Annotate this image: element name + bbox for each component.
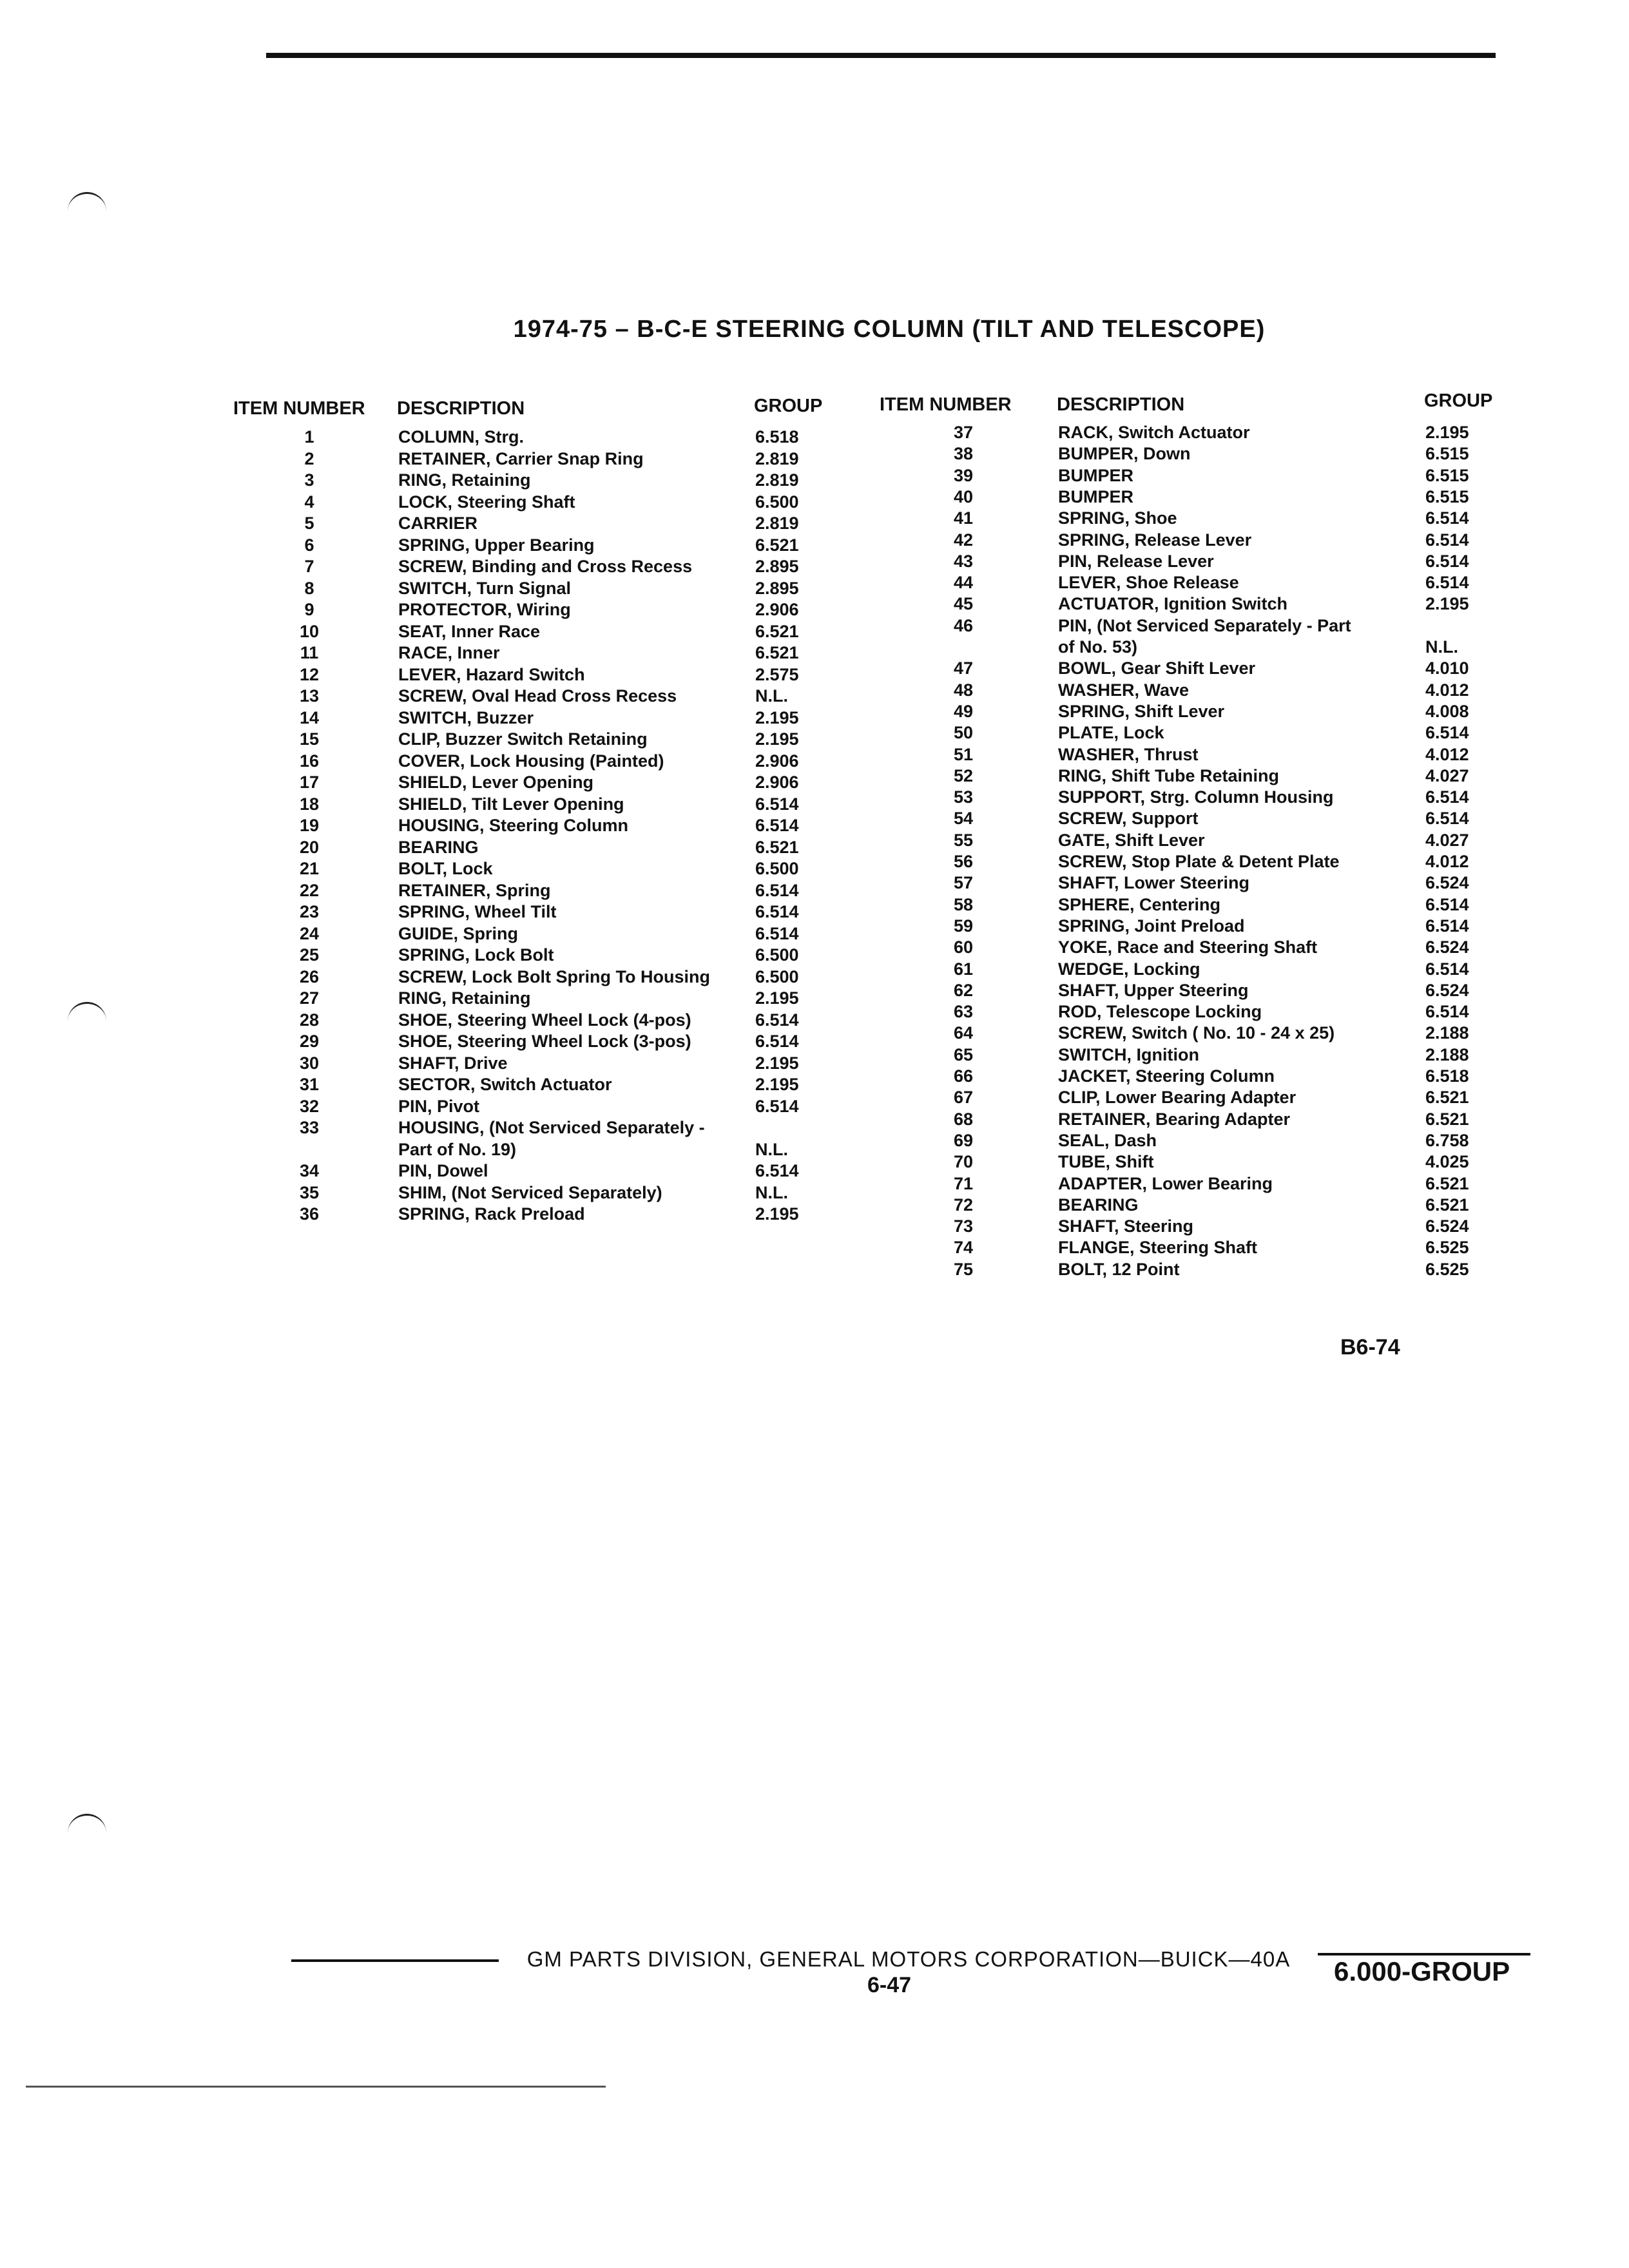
item-description: SECTOR, Switch Actuator <box>398 1075 612 1094</box>
item-group: 6.514 <box>755 902 799 921</box>
item-group: 6.514 <box>755 1161 799 1180</box>
item-group: 4.008 <box>1425 701 1469 721</box>
item-group: 2.895 <box>755 557 799 576</box>
item-group: 4.012 <box>1425 680 1469 700</box>
item-description: SPRING, Release Lever <box>1058 530 1252 550</box>
item-number: 62 <box>953 980 974 1000</box>
item-group: 2.195 <box>755 1204 799 1224</box>
item-group: 6.524 <box>1425 980 1469 1000</box>
item-number: 69 <box>953 1130 974 1150</box>
item-group: 6.515 <box>1425 465 1469 485</box>
item-group: 6.514 <box>755 1096 799 1116</box>
item-description: GATE, Shift Lever <box>1058 830 1205 850</box>
page-title: 1974-75 – B-C-E STEERING COLUMN (TILT AND TELESCOPE) <box>513 316 1266 343</box>
item-number: 66 <box>953 1066 974 1086</box>
page-number: 6-47 <box>867 1973 912 1997</box>
bottom-edge-rule <box>26 2086 606 2088</box>
item-description: Part of No. 19) <box>398 1139 517 1159</box>
item-group: 6.524 <box>1425 873 1469 893</box>
item-description: SWITCH, Buzzer <box>398 707 534 727</box>
item-group: 6.518 <box>1425 1066 1469 1086</box>
item-group: 2.895 <box>755 578 799 598</box>
item-description: WASHER, Wave <box>1058 680 1190 700</box>
item-description: CLIP, Lower Bearing Adapter <box>1058 1088 1296 1108</box>
header-description-left: DESCRIPTION <box>397 398 525 419</box>
item-description: SHAFT, Drive <box>398 1053 508 1073</box>
item-number: 49 <box>953 701 974 721</box>
item-description: SHAFT, Upper Steering <box>1058 980 1249 1000</box>
item-number: 36 <box>299 1204 320 1224</box>
item-number: 15 <box>299 729 320 749</box>
item-group: 6.525 <box>1425 1259 1469 1279</box>
item-number: 4 <box>304 492 314 512</box>
item-description: SHIELD, Lever Opening <box>398 773 594 792</box>
item-number: 1 <box>304 427 314 447</box>
item-description: SPRING, Lock Bolt <box>398 945 554 965</box>
item-description: RING, Retaining <box>398 470 531 490</box>
item-group: 6.500 <box>755 966 799 986</box>
item-group: 6.514 <box>755 880 799 900</box>
item-number: 73 <box>953 1216 974 1236</box>
item-description: PLATE, Lock <box>1058 723 1164 743</box>
item-description: SEAT, Inner Race <box>398 621 541 641</box>
item-group: 4.012 <box>1425 852 1469 871</box>
item-number: 70 <box>953 1152 974 1172</box>
item-description: SPRING, Joint Preload <box>1058 916 1245 936</box>
item-description: RACE, Inner <box>398 643 500 662</box>
item-description: of No. 53) <box>1058 637 1138 657</box>
item-description: CARRIER <box>398 514 478 533</box>
item-description: HOUSING, Steering Column <box>398 816 629 835</box>
item-description: ACTUATOR, Ignition Switch <box>1058 594 1287 614</box>
item-group: 6.521 <box>1425 1195 1469 1215</box>
item-number: 68 <box>953 1109 974 1129</box>
item-group: 2.195 <box>755 1075 799 1094</box>
item-group: 6.515 <box>1425 486 1469 506</box>
item-number: 26 <box>299 966 320 986</box>
item-group: 4.027 <box>1425 830 1469 850</box>
item-number: 17 <box>299 773 320 792</box>
item-number: 28 <box>299 1010 320 1030</box>
header-description-right: DESCRIPTION <box>1057 394 1185 415</box>
item-group: N.L. <box>1425 637 1458 657</box>
item-number: 10 <box>299 621 320 641</box>
item-group: 6.500 <box>755 945 799 965</box>
item-group: 2.906 <box>755 751 799 771</box>
item-group: 6.500 <box>755 492 799 512</box>
item-description: YOKE, Race and Steering Shaft <box>1058 937 1318 957</box>
item-number: 61 <box>953 959 974 979</box>
item-number: 39 <box>953 465 974 485</box>
item-group: 2.195 <box>1425 423 1469 442</box>
footer-rule-right <box>1318 1953 1530 1956</box>
item-number: 25 <box>299 945 320 965</box>
item-description: BUMPER <box>1058 486 1134 506</box>
header-group-right: GROUP <box>1424 390 1493 411</box>
item-description: BUMPER, Down <box>1058 444 1191 464</box>
item-number: 24 <box>299 923 320 943</box>
item-group: 2.195 <box>1425 594 1469 614</box>
item-number: 27 <box>299 988 320 1008</box>
item-description: BUMPER <box>1058 465 1134 485</box>
item-number: 56 <box>953 852 974 871</box>
item-number: 21 <box>299 859 320 878</box>
item-group: 6.514 <box>755 1010 799 1030</box>
item-group: 6.514 <box>755 794 799 814</box>
item-number: 6 <box>304 535 314 555</box>
item-group: 2.819 <box>755 470 799 490</box>
item-group: 6.515 <box>1425 444 1469 464</box>
item-number: 71 <box>953 1173 974 1193</box>
item-description: SHAFT, Lower Steering <box>1058 873 1250 893</box>
item-number: 74 <box>953 1238 974 1258</box>
item-description: SHAFT, Steering <box>1058 1216 1194 1236</box>
item-number: 75 <box>953 1259 974 1279</box>
item-description: BEARING <box>398 837 479 857</box>
item-description: SHOE, Steering Wheel Lock (4-pos) <box>398 1010 691 1030</box>
item-description: LOCK, Steering Shaft <box>398 492 575 512</box>
item-group: 2.906 <box>755 600 799 619</box>
item-description: BEARING <box>1058 1195 1139 1215</box>
item-group: 6.514 <box>755 923 799 943</box>
item-description: PIN, (Not Serviced Separately - Part <box>1058 615 1351 635</box>
item-group: 6.514 <box>1425 787 1469 807</box>
item-description: COVER, Lock Housing (Painted) <box>398 751 664 771</box>
footer-rule-left <box>291 1959 499 1962</box>
item-number: 47 <box>953 658 974 678</box>
item-description: BOLT, Lock <box>398 859 493 878</box>
item-number: 35 <box>299 1182 320 1202</box>
item-description: ADAPTER, Lower Bearing <box>1058 1173 1273 1193</box>
item-description: RING, Retaining <box>398 988 531 1008</box>
item-description: TUBE, Shift <box>1058 1152 1154 1172</box>
item-group: 6.514 <box>1425 508 1469 528</box>
item-number: 7 <box>304 557 314 576</box>
item-number: 8 <box>304 578 314 598</box>
item-number: 18 <box>299 794 320 814</box>
item-number: 31 <box>299 1075 320 1094</box>
item-group: 4.025 <box>1425 1152 1469 1172</box>
item-description: SCREW, Oval Head Cross Recess <box>398 686 677 706</box>
item-number: 16 <box>299 751 320 771</box>
item-description: SPRING, Shoe <box>1058 508 1177 528</box>
item-description: LEVER, Hazard Switch <box>398 664 585 684</box>
item-number: 54 <box>953 809 974 829</box>
item-number: 19 <box>299 816 320 835</box>
item-number: 57 <box>953 873 974 893</box>
item-group: 6.521 <box>1425 1088 1469 1108</box>
item-number: 72 <box>953 1195 974 1215</box>
item-number: 55 <box>953 830 974 850</box>
item-description: COLUMN, Strg. <box>398 427 524 447</box>
item-number: 42 <box>953 530 974 550</box>
item-description: SPRING, Rack Preload <box>398 1204 585 1224</box>
item-number: 2 <box>304 448 314 468</box>
item-number: 58 <box>953 894 974 914</box>
footer-publisher: GM PARTS DIVISION, GENERAL MOTORS CORPORATION—BUICK—40A <box>526 1947 1291 1971</box>
item-number: 38 <box>953 444 974 464</box>
header-item-number-left: ITEM NUMBER <box>233 398 365 419</box>
item-group: 6.521 <box>755 621 799 641</box>
item-number: 65 <box>953 1044 974 1064</box>
item-description: SPHERE, Centering <box>1058 894 1221 914</box>
item-group: 6.514 <box>1425 551 1469 571</box>
item-group: N.L. <box>755 1182 788 1202</box>
item-group: 6.525 <box>1425 1238 1469 1258</box>
item-description: SHOE, Steering Wheel Lock (3-pos) <box>398 1032 691 1051</box>
item-description: SEAL, Dash <box>1058 1130 1157 1150</box>
item-number: 11 <box>300 643 319 662</box>
item-number: 46 <box>953 615 974 635</box>
item-description: SWITCH, Turn Signal <box>398 578 571 598</box>
item-description: BOLT, 12 Point <box>1058 1259 1180 1279</box>
item-number: 60 <box>953 937 974 957</box>
item-group: N.L. <box>755 686 788 706</box>
item-description: HOUSING, (Not Serviced Separately - <box>398 1118 705 1137</box>
item-group: 4.012 <box>1425 744 1469 764</box>
item-number: 43 <box>953 551 974 571</box>
item-group: 6.514 <box>1425 573 1469 593</box>
item-group: 6.514 <box>1425 959 1469 979</box>
item-number: 50 <box>953 723 974 743</box>
item-description: SPRING, Upper Bearing <box>398 535 595 555</box>
item-group: 6.514 <box>755 1032 799 1051</box>
item-number: 45 <box>953 594 974 614</box>
item-description: LEVER, Shoe Release <box>1058 573 1239 593</box>
item-description: PROTECTOR, Wiring <box>398 600 571 619</box>
item-number: 63 <box>953 1002 974 1022</box>
item-group: 6.518 <box>755 427 799 447</box>
item-number: 48 <box>953 680 974 700</box>
binder-mark <box>68 192 106 213</box>
item-group: 6.514 <box>1425 1002 1469 1022</box>
item-group: 6.514 <box>1425 723 1469 743</box>
item-group: 4.010 <box>1425 658 1469 678</box>
top-rule <box>266 53 1496 58</box>
item-group: 6.514 <box>1425 530 1469 550</box>
item-number: 53 <box>953 787 974 807</box>
item-description: PIN, Release Lever <box>1058 551 1214 571</box>
item-description: SCREW, Binding and Cross Recess <box>398 557 693 576</box>
item-group: 6.514 <box>1425 894 1469 914</box>
item-group: 2.195 <box>755 1053 799 1073</box>
binder-mark <box>68 1814 106 1835</box>
item-group: N.L. <box>755 1139 788 1159</box>
item-group: 6.524 <box>1425 937 1469 957</box>
item-description: SCREW, Switch ( No. 10 - 24 x 25) <box>1058 1023 1335 1043</box>
item-group: 2.906 <box>755 773 799 792</box>
item-number: 37 <box>953 423 974 442</box>
item-description: RETAINER, Bearing Adapter <box>1058 1109 1291 1129</box>
item-number: 67 <box>953 1088 974 1108</box>
item-number: 5 <box>304 514 314 533</box>
item-number: 51 <box>953 744 974 764</box>
item-group: 2.819 <box>755 514 799 533</box>
item-description: RACK, Switch Actuator <box>1058 423 1250 442</box>
item-number: 29 <box>299 1032 320 1051</box>
item-group: 6.514 <box>1425 916 1469 936</box>
item-group: 2.188 <box>1425 1044 1469 1064</box>
item-group: 2.195 <box>755 707 799 727</box>
item-number: 59 <box>953 916 974 936</box>
item-group: 6.521 <box>755 535 799 555</box>
item-description: SCREW, Lock Bolt Spring To Housing <box>398 966 710 986</box>
item-group: 6.521 <box>1425 1109 1469 1129</box>
item-description: RETAINER, Carrier Snap Ring <box>398 448 644 468</box>
item-number: 12 <box>299 664 320 684</box>
item-group: 2.195 <box>755 988 799 1008</box>
item-number: 14 <box>299 707 320 727</box>
item-number: 34 <box>299 1161 320 1180</box>
item-description: GUIDE, Spring <box>398 923 519 943</box>
group-label: 6.000-GROUP <box>1334 1956 1510 1986</box>
item-number: 41 <box>953 508 974 528</box>
item-description: PIN, Dowel <box>398 1161 488 1180</box>
item-group: 4.027 <box>1425 765 1469 785</box>
header-item-number-right: ITEM NUMBER <box>880 394 1012 415</box>
item-group: 2.195 <box>755 729 799 749</box>
item-number: 40 <box>953 486 974 506</box>
item-description: BOWL, Gear Shift Lever <box>1058 658 1256 678</box>
item-group: 2.575 <box>755 664 799 684</box>
item-description: SHIELD, Tilt Lever Opening <box>398 794 624 814</box>
item-number: 20 <box>299 837 320 857</box>
item-description: RING, Shift Tube Retaining <box>1058 765 1279 785</box>
item-number: 44 <box>953 573 974 593</box>
item-description: SHIM, (Not Serviced Separately) <box>398 1182 662 1202</box>
item-number: 32 <box>299 1096 320 1116</box>
item-number: 23 <box>299 902 320 921</box>
item-description: JACKET, Steering Column <box>1058 1066 1275 1086</box>
item-description: SPRING, Wheel Tilt <box>398 902 557 921</box>
item-group: 6.500 <box>755 859 799 878</box>
item-number: 13 <box>299 686 320 706</box>
item-description: WASHER, Thrust <box>1058 744 1199 764</box>
item-group: 6.521 <box>1425 1173 1469 1193</box>
item-description: RETAINER, Spring <box>398 880 551 900</box>
item-number: 22 <box>299 880 320 900</box>
item-description: CLIP, Buzzer Switch Retaining <box>398 729 648 749</box>
item-group: 2.188 <box>1425 1023 1469 1043</box>
item-group: 6.521 <box>755 643 799 662</box>
item-number: 3 <box>304 470 314 490</box>
item-group: 6.758 <box>1425 1130 1469 1150</box>
item-description: SCREW, Support <box>1058 809 1199 829</box>
item-number: 30 <box>299 1053 320 1073</box>
item-description: SCREW, Stop Plate & Detent Plate <box>1058 852 1340 871</box>
item-description: WEDGE, Locking <box>1058 959 1200 979</box>
item-group: 6.514 <box>1425 809 1469 829</box>
item-group: 6.514 <box>755 816 799 835</box>
item-description: SWITCH, Ignition <box>1058 1044 1199 1064</box>
item-description: SUPPORT, Strg. Column Housing <box>1058 787 1334 807</box>
item-group: 2.819 <box>755 448 799 468</box>
item-group: 6.524 <box>1425 1216 1469 1236</box>
item-group: 6.521 <box>755 837 799 857</box>
item-description: FLANGE, Steering Shaft <box>1058 1238 1258 1258</box>
item-description: ROD, Telescope Locking <box>1058 1002 1262 1022</box>
item-number: 64 <box>953 1023 974 1043</box>
item-number: 33 <box>299 1118 320 1137</box>
figure-reference: B6-74 <box>1340 1335 1400 1360</box>
item-number: 9 <box>304 600 314 619</box>
item-number: 52 <box>953 765 974 785</box>
header-group-left: GROUP <box>754 396 823 416</box>
binder-mark <box>68 1002 106 1023</box>
item-description: SPRING, Shift Lever <box>1058 701 1225 721</box>
item-description: PIN, Pivot <box>398 1096 480 1116</box>
